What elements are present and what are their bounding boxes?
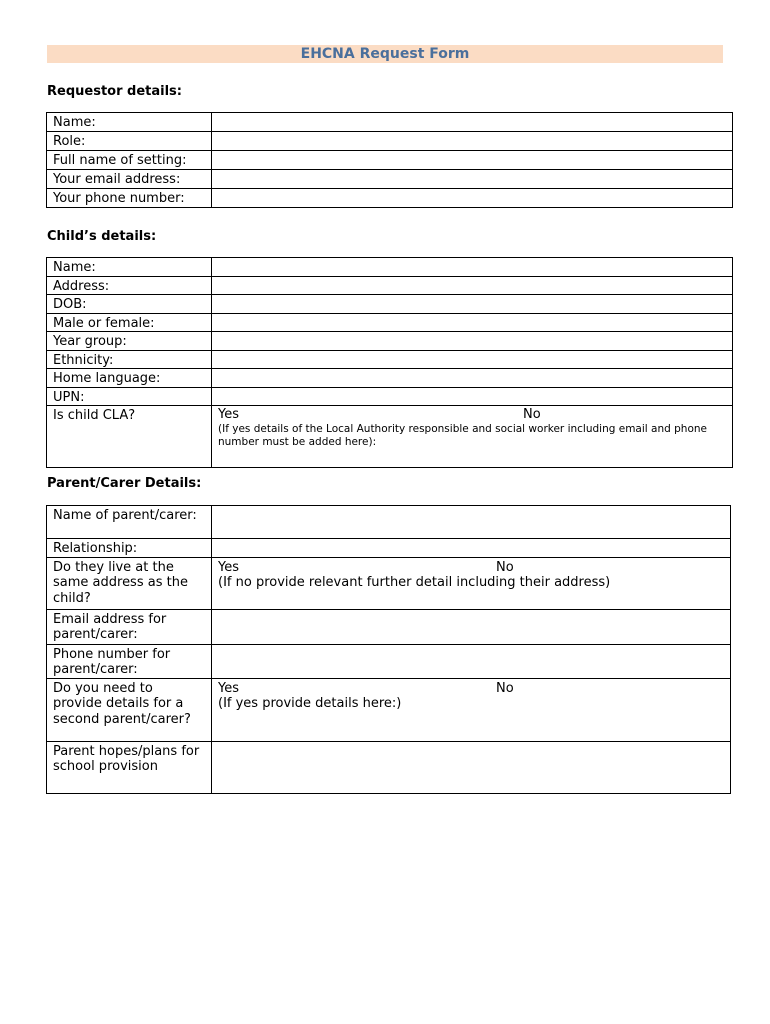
- parent-name-field[interactable]: [212, 506, 731, 539]
- parent-phone-field[interactable]: [212, 644, 731, 678]
- requestor-phone-label: Your phone number:: [47, 189, 212, 208]
- parent-same-address-label: Do they live at the same address as the child?: [47, 557, 212, 609]
- parent-second-yes[interactable]: Yes: [218, 680, 239, 696]
- child-cla-no[interactable]: No: [523, 407, 541, 422]
- parent-heading: Parent/Carer Details:: [47, 476, 202, 491]
- child-cla-yes[interactable]: Yes: [218, 407, 239, 422]
- child-address-label: Address:: [47, 276, 212, 295]
- child-cla-note: (If yes details of the Local Authority responsible and social worker including email and phone number must be added here):: [218, 422, 707, 448]
- child-ethnicity-label: Ethnicity:: [47, 350, 212, 369]
- form-title: EHCNA Request Form: [47, 45, 723, 63]
- parent-hopes-label: Parent hopes/plans for school provision: [47, 741, 212, 793]
- requestor-role-field[interactable]: [212, 132, 733, 151]
- parent-relationship-label: Relationship:: [47, 539, 212, 558]
- child-name-field[interactable]: [212, 258, 733, 277]
- parent-second-label: Do you need to provide details for a second parent/carer?: [47, 678, 212, 741]
- parent-hopes-field[interactable]: [212, 741, 731, 793]
- parent-email-field[interactable]: [212, 609, 731, 644]
- requestor-email-label: Your email address:: [47, 170, 212, 189]
- parent-second-note: (If yes provide details here:): [218, 696, 402, 711]
- parent-same-address-no[interactable]: No: [496, 559, 514, 575]
- child-table: [46, 257, 733, 468]
- requestor-name-field[interactable]: [212, 113, 733, 132]
- child-ethnicity-field[interactable]: [212, 350, 733, 369]
- requestor-name-label: Name:: [47, 113, 212, 132]
- requestor-table: [46, 112, 733, 208]
- child-year-group-field[interactable]: [212, 332, 733, 351]
- requestor-setting-field[interactable]: [212, 151, 733, 170]
- parent-phone-label: Phone number for parent/carer:: [47, 644, 212, 678]
- parent-same-address-field[interactable]: [212, 557, 731, 609]
- parent-table: [46, 505, 731, 794]
- child-address-field[interactable]: [212, 276, 733, 295]
- child-heading: Child’s details:: [47, 229, 157, 244]
- parent-second-field[interactable]: [212, 678, 731, 741]
- requestor-role-label: Role:: [47, 132, 212, 151]
- child-dob-field[interactable]: [212, 295, 733, 314]
- child-upn-label: UPN:: [47, 387, 212, 406]
- requestor-email-field[interactable]: [212, 170, 733, 189]
- parent-name-label: Name of parent/carer:: [47, 506, 212, 539]
- child-cla-label: Is child CLA?: [47, 406, 212, 468]
- child-language-label: Home language:: [47, 369, 212, 388]
- parent-email-label: Email address for parent/carer:: [47, 609, 212, 644]
- child-name-label: Name:: [47, 258, 212, 277]
- child-gender-label: Male or female:: [47, 313, 212, 332]
- child-year-group-label: Year group:: [47, 332, 212, 351]
- child-language-field[interactable]: [212, 369, 733, 388]
- child-gender-field[interactable]: [212, 313, 733, 332]
- parent-same-address-yes[interactable]: Yes: [218, 559, 239, 575]
- parent-relationship-field[interactable]: [212, 539, 731, 558]
- child-cla-field[interactable]: [212, 406, 733, 468]
- requestor-setting-label: Full name of setting:: [47, 151, 212, 170]
- child-upn-field[interactable]: [212, 387, 733, 406]
- parent-same-address-note: (If no provide relevant further detail including their address): [218, 575, 611, 590]
- requestor-phone-field[interactable]: [212, 189, 733, 208]
- parent-second-no[interactable]: No: [496, 680, 514, 696]
- requestor-heading: Requestor details:: [47, 84, 182, 99]
- child-dob-label: DOB:: [47, 295, 212, 314]
